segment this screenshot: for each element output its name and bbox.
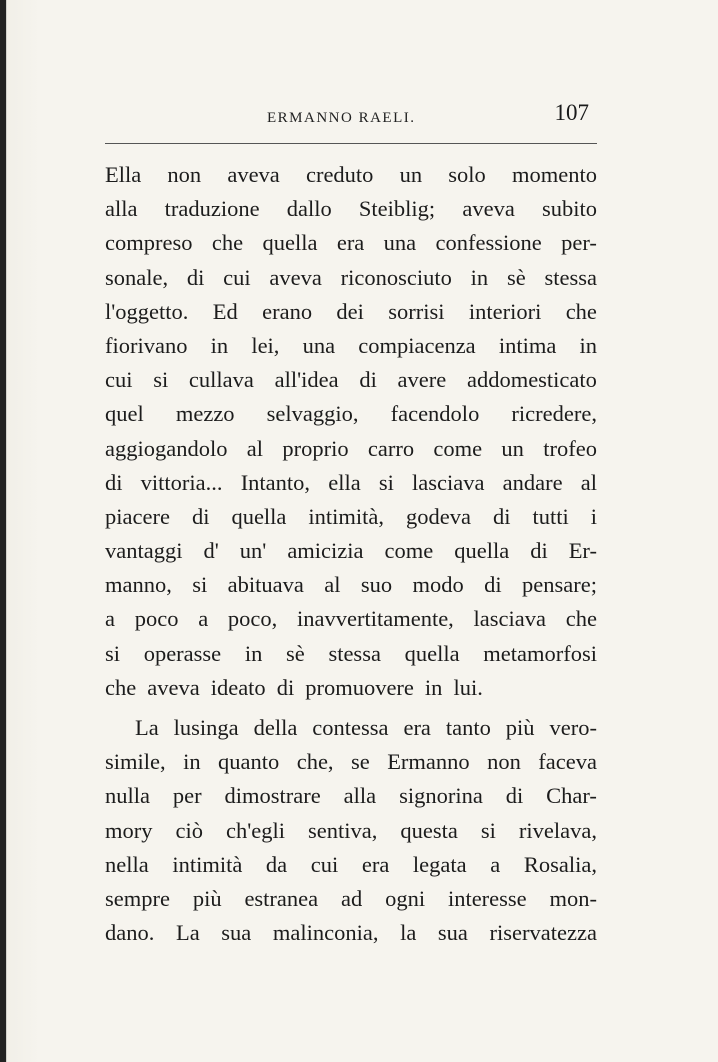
text-line: a poco a poco, inavvertitamente, lasciava che [105,606,597,632]
book-spine-shadow [0,0,6,1062]
text-line: l'oggetto. Ed erano dei sorrisi interiori che [105,298,597,324]
text-line: piacere di quella intimità, godeva di tutti i [105,503,597,529]
text-line: sempre più estranea ad ogni interesse mon- [105,885,597,911]
header-rule [105,143,597,144]
text-line: vantaggi d' un' amicizia come quella di Er- [105,538,597,564]
running-title: ERMANNO RAELI. [267,110,416,126]
body-text [105,158,597,950]
text-line: sonale, di cui aveva riconosciuto in sè stessa [105,264,597,290]
text-line: che aveva ideato di promuovere in lui. [105,674,483,700]
text-line: quel mezzo selvaggio, facendolo ricredere, [105,401,597,427]
text-line: mory ciò ch'egli sentiva, questa si rivelava, [105,817,597,843]
text-line: compreso che quella era una confessione per- [105,230,597,256]
page-number: 107 [554,100,589,125]
text-line: Ella non aveva creduto un solo momento [105,162,597,187]
text-line: aggiogandolo al proprio carro come un trofeo [105,435,597,461]
text-line: alla traduzione dallo Steiblig; aveva subito [105,196,597,222]
page-header [105,98,595,138]
text-line: si operasse in sè stessa quella metamorfosi [105,640,597,666]
text-line: nella intimità da cui era legata a Rosalia, [105,851,597,877]
text-line: nulla per dimostrare alla signorina di Char- [105,783,597,809]
text-line: La lusinga della contessa era tanto più vero- [135,715,597,740]
text-line: dano. La sua malinconia, la sua riservatezza [105,920,597,946]
text-line: simile, in quanto che, se Ermanno non faceva [105,749,597,775]
text-line: fiorivano in lei, una compiacenza intima in [105,332,597,358]
text-line: cui si cullava all'idea di avere addomesticato [105,367,597,393]
text-line: manno, si abituava al suo modo di pensare; [105,572,597,598]
text-line: di vittoria... Intanto, ella si lasciava andare al [105,469,597,495]
